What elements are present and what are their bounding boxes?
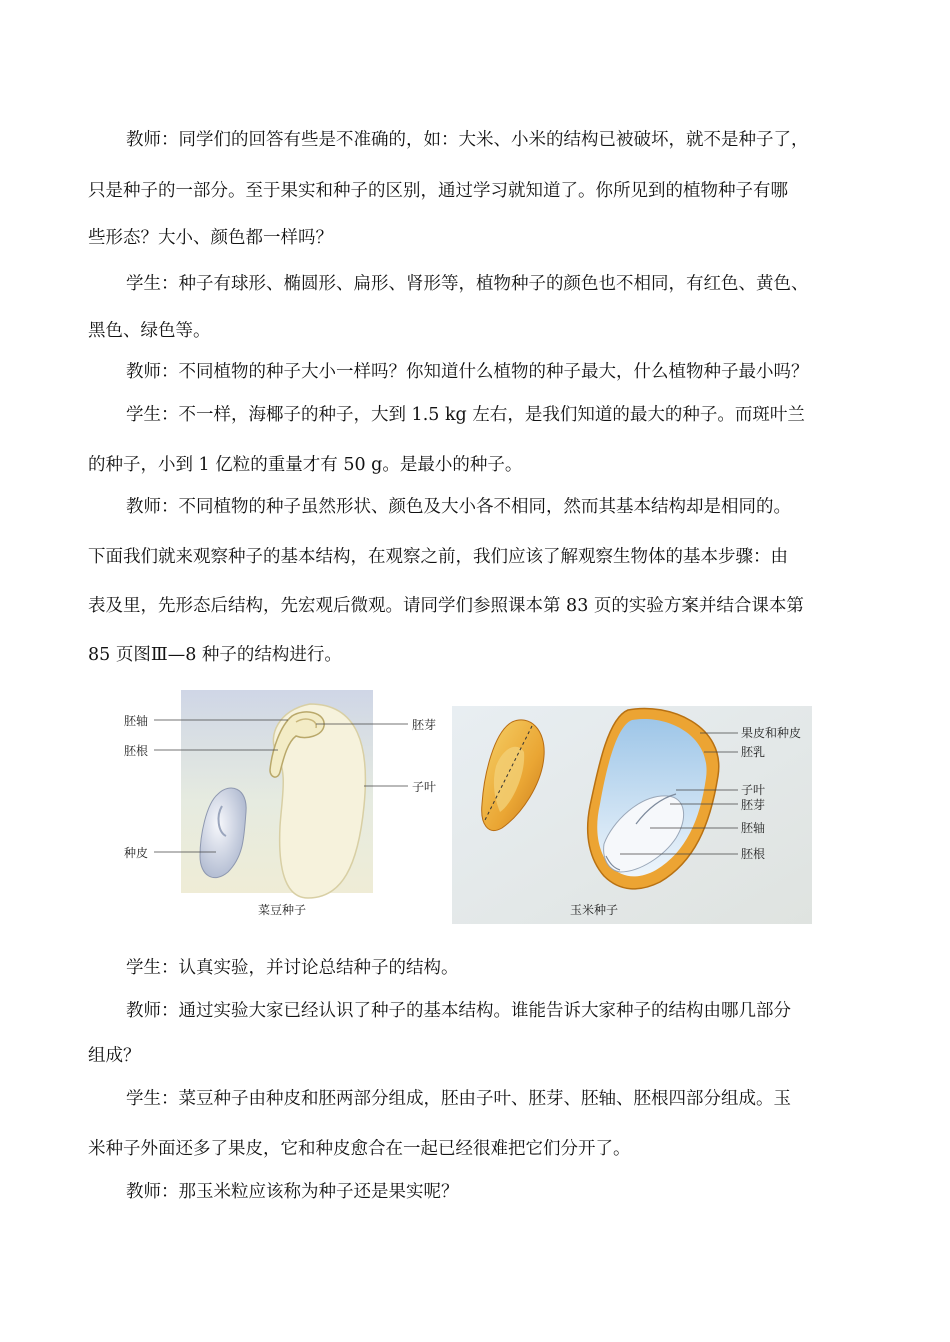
- corn-caption: 玉米种子: [570, 903, 619, 917]
- text-line: 黑色、绿色等。: [88, 321, 211, 341]
- label-corn-cotyledon: 子叶: [741, 783, 766, 797]
- label-corn-axis: 胚轴: [741, 821, 766, 835]
- corn-seed-diagram: [452, 706, 812, 924]
- label-bean-bud: 胚芽: [412, 718, 437, 732]
- bean-seed-diagram: [124, 690, 436, 917]
- bean-caption: 菜豆种子: [258, 903, 307, 917]
- text-line: 教师：那玉米粒应该称为种子还是果实呢？: [126, 1182, 459, 1202]
- text-line: 些形态？大小、颜色都一样吗？: [88, 228, 333, 248]
- label-corn-root: 胚根: [741, 847, 766, 861]
- text-line: 只是种子的一部分。至于果实和种子的区别，通过学习就知道了。你所见到的植物种子有哪: [88, 181, 788, 201]
- text-line: 教师：同学们的回答有些是不准确的，如：大米、小米的结构已被破坏，就不是种子了，: [126, 130, 809, 150]
- seed-structure-figure: [120, 686, 820, 926]
- text-line: 学生：菜豆种子由种皮和胚两部分组成，胚由子叶、胚芽、胚轴、胚根四部分组成。玉: [126, 1089, 791, 1109]
- label-bean-cotyledon: 子叶: [412, 780, 437, 794]
- text-line: 表及里，先形态后结构，先宏观后微观。请同学们参照课本第 83 页的实验方案并结合课本第: [88, 596, 804, 616]
- text-line: 85 页图Ⅲ—8 种子的结构进行。: [88, 645, 342, 665]
- text-line: 下面我们就来观察种子的基本结构，在观察之前，我们应该了解观察生物体的基本步骤：由: [88, 547, 788, 567]
- text-line: 教师：通过实验大家已经认识了种子的基本结构。谁能告诉大家种子的结构由哪几部分: [126, 1001, 791, 1021]
- text-line: 教师：不同植物的种子虽然形状、颜色及大小各不相同，然而其基本结构却是相同的。: [126, 497, 791, 517]
- text-line: 学生：种子有球形、椭圆形、扁形、肾形等，植物种子的颜色也不相同，有红色、黄色、: [126, 274, 809, 294]
- text-line: 组成？: [88, 1046, 141, 1066]
- label-bean-axis: 胚轴: [124, 714, 149, 728]
- label-corn-endosperm: 胚乳: [741, 745, 766, 759]
- text-line: 教师：不同植物的种子大小一样吗？你知道什么植物的种子最大，什么植物种子最小吗？: [126, 362, 809, 382]
- text-line: 米种子外面还多了果皮，它和种皮愈合在一起已经很难把它们分开了。: [88, 1139, 631, 1159]
- label-bean-coat: 种皮: [124, 846, 149, 860]
- label-corn-pericarp: 果皮和种皮: [741, 726, 802, 740]
- text-line: 的种子，小到 1 亿粒的重量才有 50 g。是最小的种子。: [88, 455, 523, 475]
- label-corn-bud: 胚芽: [741, 798, 766, 812]
- label-bean-root: 胚根: [124, 744, 149, 758]
- text-line: 学生：认真实验，并讨论总结种子的结构。: [126, 958, 459, 978]
- text-line: 学生：不一样，海椰子的种子，大到 1.5 kg 左右，是我们知道的最大的种子。而斑叶兰: [126, 405, 805, 425]
